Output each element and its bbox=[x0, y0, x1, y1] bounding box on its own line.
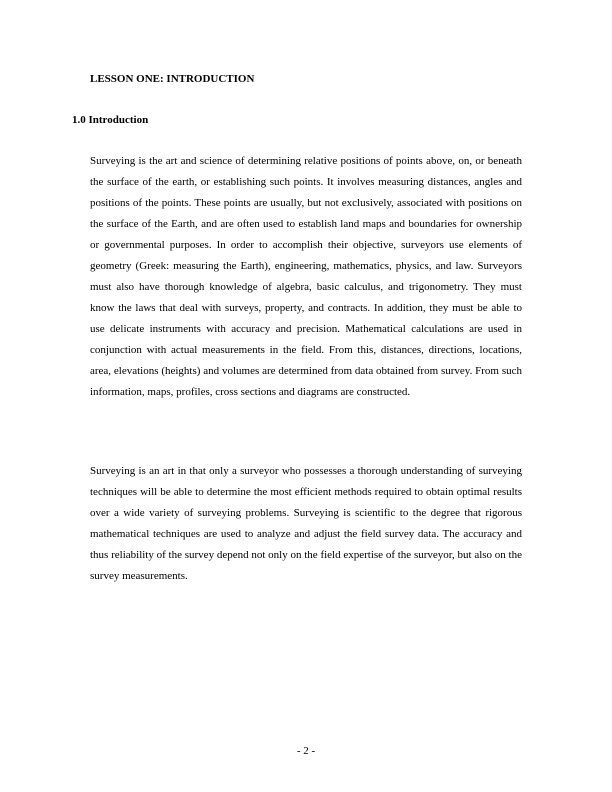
section-heading: 1.0 Introduction bbox=[72, 114, 149, 126]
page-number: - 2 - bbox=[296, 745, 316, 757]
body-paragraph: Surveying is an art in that only a surveyor who possesses a thorough understanding of surveying techniques will be able to determine the most efficient methods required to obtain optimal results over a wide variety of surveying problems. Surveying is scientific to the degree that rigorous mathematical techniques are used to analyze and adjust the field survey data. The accuracy and thus reliability of the survey depend not only on the field expertise of the surveyor, but also on the survey measurements. bbox=[90, 465, 522, 582]
lesson-title: LESSON ONE: INTRODUCTION bbox=[90, 73, 255, 85]
body-paragraph: Surveying is the art and science of determining relative positions of points above, on, or beneath the surface of the earth, or establishing such points. It involves measuring distances, angles and positions of the points. These points are usually, but not exclusively, associated with positions on the surface of the Earth, and are often used to establish land maps and boundaries for ownership or governmental purposes. In order to accomplish their objective, surveyors use elements of geometry (Greek: measuring the Earth), engineering, mathematics, physics, and law. Surveyors must also have thorough knowledge of algebra, basic calculus, and trigonometry. They must know the laws that deal with surveys, property, and contracts. In addition, they must be able to use delicate instruments with accuracy and precision. Mathematical calculations are used in conjunction with actual measurements in the field. From this, distances, directions, locations, area, elevations (heights) and volumes are determined from data obtained from survey. From such information, maps, profiles, cross sections and diagrams are constructed. bbox=[90, 155, 522, 398]
